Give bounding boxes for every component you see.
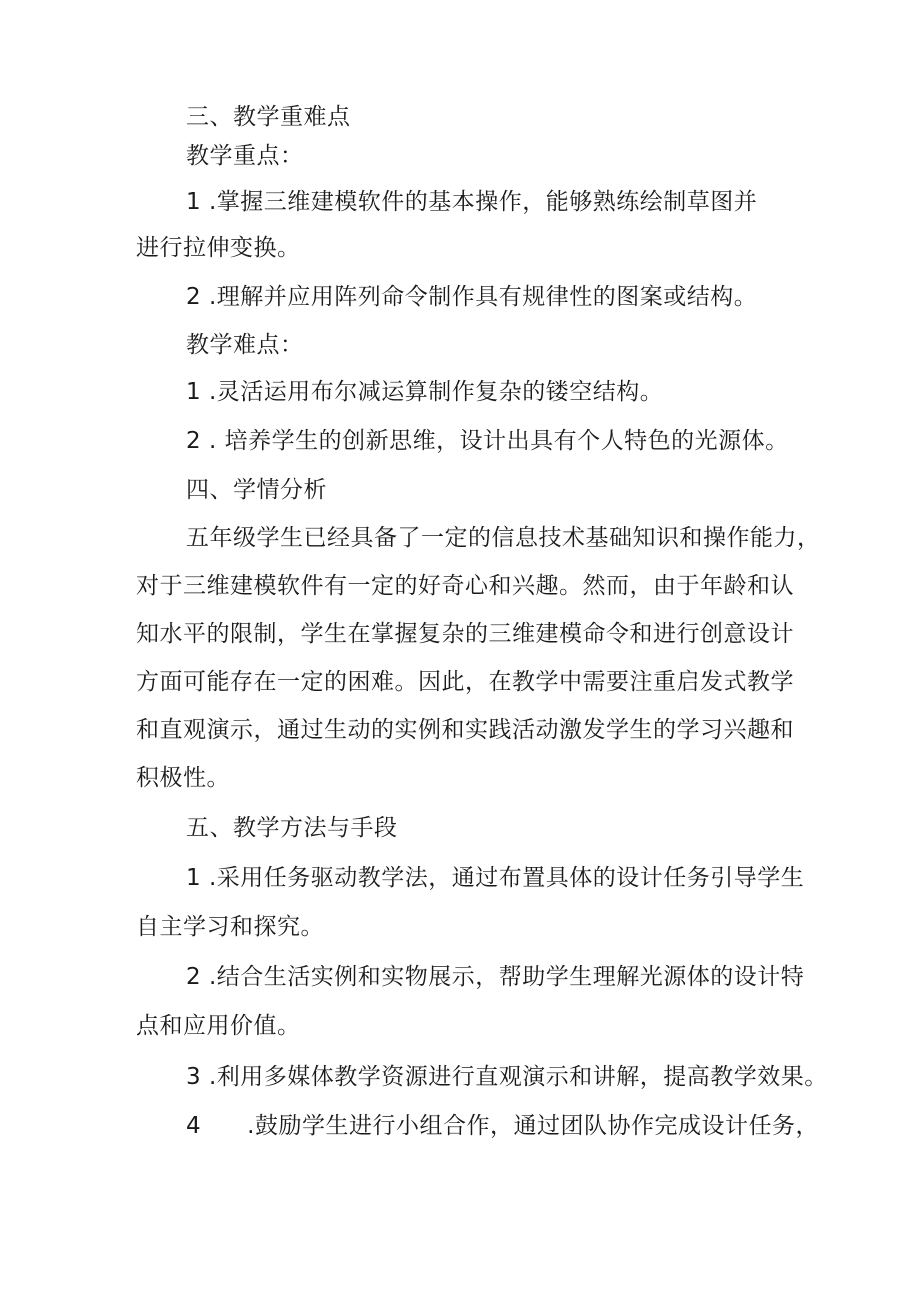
section-heading-analysis: 四、学情分析: [186, 477, 327, 503]
list-text: .掌握三维建模软件的基本操作，能够熟练绘制草图并: [208, 189, 758, 215]
list-number: 3: [186, 1064, 202, 1090]
list-number: 1: [186, 189, 202, 215]
paragraph-line: 五年级学生已经具备了一定的信息技术基础知识和操作能力，: [186, 525, 821, 551]
list-number: 1: [186, 379, 202, 405]
method-item-2-continued: 点和应用价值。: [136, 1013, 301, 1039]
list-number: 2: [186, 964, 202, 990]
difficult-point-1: [186, 378, 663, 406]
method-item-1: [186, 864, 804, 892]
list-text: .鼓励学生进行小组合作，通过团队协作完成设计任务，: [247, 1113, 819, 1139]
key-point-1: [186, 188, 757, 216]
method-item-1-continued: 自主学习和探究。: [136, 914, 324, 940]
paragraph-line: 对于三维建模软件有一定的好奇心和兴趣。然而，由于年龄和认: [136, 573, 794, 599]
paragraph-line: 方面可能存在一定的困难。因此，在教学中需要注重启发式教学: [136, 669, 794, 695]
section-heading-methods: 五、教学方法与手段: [186, 815, 398, 841]
paragraph-line: 知水平的限制，学生在掌握复杂的三维建模命令和进行创意设计: [136, 621, 794, 647]
method-item-4: [186, 1112, 819, 1140]
list-number: 4: [186, 1113, 202, 1139]
list-number: 2: [186, 428, 202, 454]
list-text: . 培养学生的创新思维，设计出具有个人特色的光源体。: [208, 428, 789, 454]
list-text: .利用多媒体教学资源进行直观演示和讲解，提高教学效果。: [208, 1064, 828, 1090]
key-point-2: [186, 283, 757, 311]
difficult-points-label: 教学难点：: [186, 332, 304, 358]
key-points-label: 教学重点：: [186, 143, 304, 169]
method-item-3: [186, 1063, 828, 1091]
list-number: 1: [186, 865, 202, 891]
list-text: .采用任务驱动教学法，通过布置具体的设计任务引导学生: [208, 865, 805, 891]
paragraph-line: 和直观演示，通过生动的实例和实践活动激发学生的学习兴趣和: [136, 717, 794, 743]
section-heading-difficulties: 三、教学重难点: [186, 104, 351, 130]
list-text: .结合生活实例和实物展示，帮助学生理解光源体的设计特: [208, 964, 805, 990]
method-item-2: [186, 963, 804, 991]
paragraph-line: 积极性。: [136, 765, 230, 791]
difficult-point-2: [186, 427, 789, 455]
list-text: .灵活运用布尔减运算制作复杂的镂空结构。: [208, 379, 664, 405]
list-text: .理解并应用阵列命令制作具有规律性的图案或结构。: [208, 284, 758, 310]
list-number: 2: [186, 284, 202, 310]
key-point-1-continued: 进行拉伸变换。: [136, 235, 301, 261]
